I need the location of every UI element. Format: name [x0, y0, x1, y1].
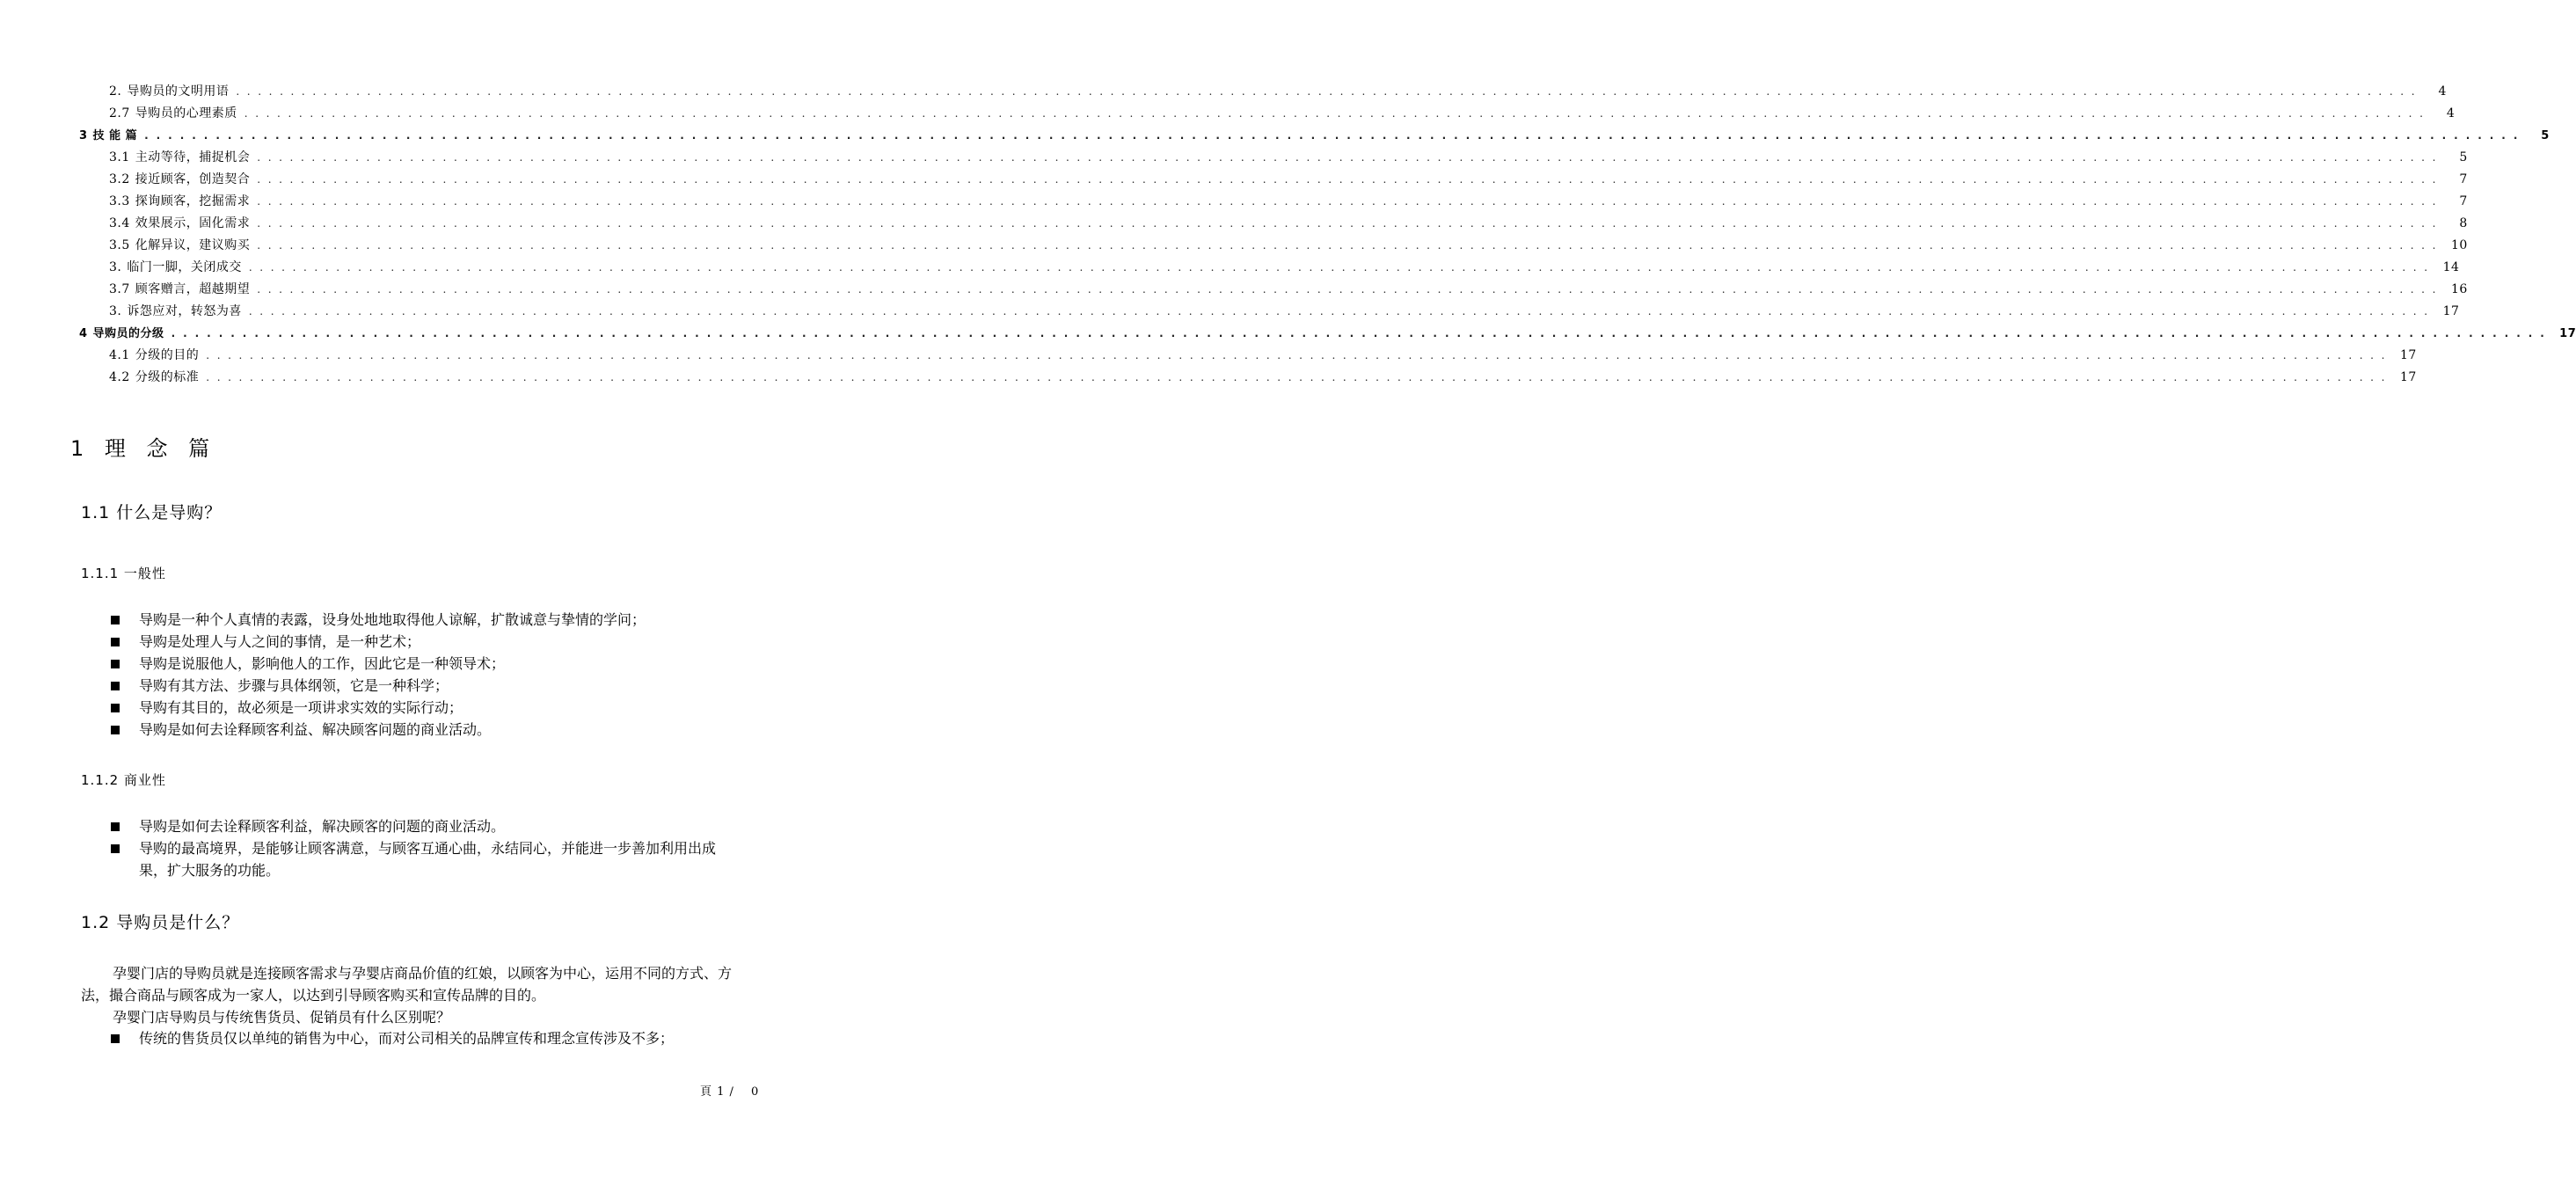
square-bullet-icon: [111, 726, 120, 734]
toc-entry-page: 4: [2438, 84, 2447, 99]
list-item: 导购有其目的，故必须是一项讲求实效的实际行动；: [109, 697, 751, 719]
list-item: 导购的最高境界，是能够让顾客满意，与顾客互通心曲，永结同心，并能进一步善加利用出成果，扩大服务的功能。: [109, 837, 742, 881]
toc-entry-title: 接近顾客，创造契合: [135, 172, 251, 186]
toc-entry[interactable]: [79, 323, 2576, 345]
page-number-footer: 頁 1 / 0: [700, 1085, 760, 1099]
list-item: 导购是处理人与人之间的事情，是一种艺术；: [109, 631, 751, 653]
toc-entry-number: 2.7: [109, 106, 130, 120]
toc-entry-title: 分级的目的: [135, 348, 200, 362]
toc-entry-page: 8: [2459, 216, 2468, 230]
toc-entry-title: 分级的标准: [135, 370, 200, 384]
toc-entry-number: 3: [79, 129, 88, 142]
toc-entry-title: 导购员的分级: [92, 327, 164, 340]
square-bullet-icon: [111, 1034, 120, 1043]
body-paragraph: 孕婴门店导购员与传统售货员、促销员有什么区别呢？: [113, 1009, 451, 1026]
list-item: 传统的售货员仅以单纯的销售为中心，而对公司相关的品牌宣传和理念宣传涉及不多；: [109, 1027, 748, 1049]
toc-entry-title: 顾客赠言，超越期望: [135, 282, 251, 296]
toc-entry-page: 16: [2451, 282, 2468, 296]
toc-entry-title: 技 能 篇: [92, 129, 138, 142]
toc-entry[interactable]: [79, 147, 2468, 169]
toc-entry-page: 10: [2451, 238, 2468, 252]
toc-entry-number: 3.3: [109, 194, 130, 208]
toc-entry[interactable]: [79, 235, 2468, 257]
square-bullet-icon: [111, 822, 120, 831]
toc-entry-page: 5: [2541, 129, 2550, 142]
toc-entry[interactable]: [79, 103, 2456, 125]
toc-dot-leader: . . . . . . . . . . . . . . . . . . . . . . . . . . . . . . . . . . . . . . . . . . . . . . . . . . . . . . . . . . . . . . . . . . . . . . . . . . . . . . . . . . . . . . . . . . . . . . . . . . . . . . . . . . . . . . . . . . . . . . . . . . . . . . . . . . . . . . . . . . . . . . . . . . . . . . . . . . . . . . . . . . . . . . . . . . . . . . . . . . . . . . . . . . . . . . . . . . . . . . . .: [257, 195, 2438, 208]
subsection-heading-1-1-1: 1.1.1 一般性: [81, 566, 166, 581]
toc-entry-title: 临门一脚，关闭成交: [127, 260, 242, 274]
toc-entry-number: 3.1: [109, 150, 130, 164]
square-bullet-icon: [111, 616, 120, 624]
toc-entry-title: 导购员的文明用语: [127, 84, 230, 99]
table-of-contents: [79, 81, 2576, 389]
toc-entry[interactable]: [79, 191, 2468, 213]
toc-entry-number: 4: [79, 327, 88, 340]
toc-entry-title: 主动等待，捕捉机会: [135, 150, 251, 164]
toc-entry[interactable]: [79, 125, 2550, 147]
toc-entry-page: 17: [2442, 304, 2460, 318]
toc-dot-leader: . . . . . . . . . . . . . . . . . . . . . . . . . . . . . . . . . . . . . . . . . . . . . . . . . . . . . . . . . . . . . . . . . . . . . . . . . . . . . . . . . . . . . . . . . . . . . . . . . . . . . . . . . . . . . . . . . . . . . . . . . . . . . . . . . . . . . . . . . . . . . . . . . . . . . . . . . . . . . . . . . . . . . . . . . . . . . . . . . . . . . . . . . . . . . . . . . . . . . . . .: [257, 173, 2438, 186]
toc-entry-number: 3.5: [109, 238, 130, 252]
square-bullet-icon: [111, 660, 120, 668]
toc-dot-leader: . . . . . . . . . . . . . . . . . . . . . . . . . . . . . . . . . . . . . . . . . . . . . . . . . . . . . . . . . . . . . . . . . . . . . . . . . . . . . . . . . . . . . . . . . . . . . . . . . . . . . . . . . . . . . . . . . . . . . . . . . . . . . . . . . . . . . . . . . . . . . . . . . . . . . . . . . . . . . . . . . . . . . . . . . . . . . . . . . . . . . . . . . . . . . . . . . . . . . . . .: [244, 107, 2426, 120]
list-item: 导购有其方法、步骤与具体纲领，它是一种科学；: [109, 675, 751, 697]
toc-entry-number: 4.1: [109, 348, 130, 362]
toc-entry-page: 7: [2459, 194, 2468, 208]
list-item: 导购是如何去诠释顾客利益，解决顾客的问题的商业活动。: [109, 815, 742, 837]
toc-entry-title: 效果展示，固化需求: [135, 216, 251, 230]
square-bullet-icon: [111, 704, 120, 712]
subsection-heading-1-1-2: 1.1.2 商业性: [81, 772, 166, 788]
square-bullet-icon: [111, 844, 120, 853]
toc-entry-title: 化解异议，建议购买: [135, 238, 251, 252]
chapter-heading: 1 理 念 篇: [70, 436, 217, 461]
toc-entry-page: 17: [2400, 370, 2417, 384]
toc-entry-number: 3.: [109, 260, 122, 274]
toc-dot-leader: . . . . . . . . . . . . . . . . . . . . . . . . . . . . . . . . . . . . . . . . . . . . . . . . . . . . . . . . . . . . . . . . . . . . . . . . . . . . . . . . . . . . . . . . . . . . . . . . . . . . . . . . . . . . . . . . . . . . . . . . . . . . . . . . . . . . . . . . . . . . . . . . . . . . . . . . . . . . . . . . . . . . . . . . . . . . . . . . . . . . . . . . . . . . . . . . . . . . . . . .: [257, 151, 2438, 164]
general-bullet-list: [109, 609, 751, 741]
toc-entry-title: 诉怨应对，转怒为喜: [127, 304, 242, 318]
toc-entry[interactable]: [79, 279, 2468, 301]
section-heading-1-1: 1.1 什么是导购？: [81, 503, 223, 522]
body-paragraph: 孕婴门店的导购员就是连接顾客需求与孕婴店商品价值的红娘，以顾客为中心，运用不同的方式、方法，撮合商品与顾客成为一家人，以达到引导顾客购买和宣传品牌的目的。: [81, 965, 733, 1004]
square-bullet-icon: [111, 638, 120, 646]
toc-entry-page: 4: [2446, 106, 2456, 120]
toc-dot-leader: . . . . . . . . . . . . . . . . . . . . . . . . . . . . . . . . . . . . . . . . . . . . . . . . . . . . . . . . . . . . . . . . . . . . . . . . . . . . . . . . . . . . . . . . . . . . . . . . . . . . . . . . . . . . . . . . . . . . . . . . . . . . . . . . . . . . . . . . . . . . . . . . . . . . . . . . . . . . . . . . . . . . . . . . . . . . . . . . . . . . . . . . . . . . . . . . . . . . . . . .: [206, 349, 2387, 361]
toc-entry-title: 探询顾客，挖掘需求: [135, 194, 251, 208]
toc-dot-leader: . . . . . . . . . . . . . . . . . . . . . . . . . . . . . . . . . . . . . . . . . . . . . . . . . . . . . . . . . . . . . . . . . . . . . . . . . . . . . . . . . . . . . . . . . . . . . . . . . . . . . . . . . . . . . . . . . . . . . . . . . . . . . . . . . . . . . . . . . . . . . . . . . . . . . . . . . . . . . . . . . . . . . . . . . . . . . . . . . . . . . . . . . . . . . . . . . . . . . . . .: [171, 327, 2547, 340]
toc-entry[interactable]: [79, 213, 2468, 235]
toc-entry-page: 17: [2400, 348, 2417, 362]
toc-entry-number: 4.2: [109, 370, 130, 384]
commercial-bullet-list: [109, 815, 742, 881]
toc-entry[interactable]: [79, 301, 2460, 323]
toc-entry-number: 3.2: [109, 172, 130, 186]
toc-entry-page: 7: [2459, 172, 2468, 186]
section-heading-1-2: 1.2 导购员是什么？: [81, 913, 240, 932]
toc-dot-leader: . . . . . . . . . . . . . . . . . . . . . . . . . . . . . . . . . . . . . . . . . . . . . . . . . . . . . . . . . . . . . . . . . . . . . . . . . . . . . . . . . . . . . . . . . . . . . . . . . . . . . . . . . . . . . . . . . . . . . . . . . . . . . . . . . . . . . . . . . . . . . . . . . . . . . . . . . . . . . . . . . . . . . . . . . . . . . . . . . . . . . . . . . . . . . . . . . . . . . . . .: [236, 85, 2417, 98]
toc-dot-leader: . . . . . . . . . . . . . . . . . . . . . . . . . . . . . . . . . . . . . . . . . . . . . . . . . . . . . . . . . . . . . . . . . . . . . . . . . . . . . . . . . . . . . . . . . . . . . . . . . . . . . . . . . . . . . . . . . . . . . . . . . . . . . . . . . . . . . . . . . . . . . . . . . . . . . . . . . . . . . . . . . . . . . . . . . . . . . . . . . . . . . . . . . . . . . . . . . . . . . . . .: [248, 261, 2430, 274]
toc-entry-page: 5: [2459, 150, 2468, 164]
toc-dot-leader: . . . . . . . . . . . . . . . . . . . . . . . . . . . . . . . . . . . . . . . . . . . . . . . . . . . . . . . . . . . . . . . . . . . . . . . . . . . . . . . . . . . . . . . . . . . . . . . . . . . . . . . . . . . . . . . . . . . . . . . . . . . . . . . . . . . . . . . . . . . . . . . . . . . . . . . . . . . . . . . . . . . . . . . . . . . . . . . . . . . . . . . . . . . . . . . . . . . . . . . .: [206, 371, 2387, 383]
toc-entry[interactable]: [79, 367, 2417, 389]
square-bullet-icon: [111, 682, 120, 690]
toc-entry[interactable]: [79, 345, 2417, 367]
toc-entry[interactable]: [79, 169, 2468, 191]
toc-entry[interactable]: [79, 81, 2447, 103]
toc-dot-leader: . . . . . . . . . . . . . . . . . . . . . . . . . . . . . . . . . . . . . . . . . . . . . . . . . . . . . . . . . . . . . . . . . . . . . . . . . . . . . . . . . . . . . . . . . . . . . . . . . . . . . . . . . . . . . . . . . . . . . . . . . . . . . . . . . . . . . . . . . . . . . . . . . . . . . . . . . . . . . . . . . . . . . . . . . . . . . . . . . . . . . . . . . . . . . . . . . . . . . . . .: [248, 305, 2430, 318]
toc-entry-number: 3.7: [109, 282, 130, 296]
toc-entry-number: 2.: [109, 84, 122, 99]
toc-dot-leader: . . . . . . . . . . . . . . . . . . . . . . . . . . . . . . . . . . . . . . . . . . . . . . . . . . . . . . . . . . . . . . . . . . . . . . . . . . . . . . . . . . . . . . . . . . . . . . . . . . . . . . . . . . . . . . . . . . . . . . . . . . . . . . . . . . . . . . . . . . . . . . . . . . . . . . . . . . . . . . . . . . . . . . . . . . . . . . . . . . . . . . . . . . . . . . . . . . . . . . . .: [257, 217, 2438, 230]
list-item: 导购是说服他人，影响他人的工作，因此它是一种领导术；: [109, 653, 751, 675]
toc-entry-page: 14: [2442, 260, 2460, 274]
list-item: 导购是如何去诠释顾客利益、解决顾客问题的商业活动。: [109, 719, 751, 741]
toc-dot-leader: . . . . . . . . . . . . . . . . . . . . . . . . . . . . . . . . . . . . . . . . . . . . . . . . . . . . . . . . . . . . . . . . . . . . . . . . . . . . . . . . . . . . . . . . . . . . . . . . . . . . . . . . . . . . . . . . . . . . . . . . . . . . . . . . . . . . . . . . . . . . . . . . . . . . . . . . . . . . . . . . . . . . . . . . . . . . . . . . . . . . . . . . . . . . . . . . . . . . . . . .: [257, 283, 2438, 296]
toc-entry-number: 3.: [109, 304, 122, 318]
toc-dot-leader: . . . . . . . . . . . . . . . . . . . . . . . . . . . . . . . . . . . . . . . . . . . . . . . . . . . . . . . . . . . . . . . . . . . . . . . . . . . . . . . . . . . . . . . . . . . . . . . . . . . . . . . . . . . . . . . . . . . . . . . . . . . . . . . . . . . . . . . . . . . . . . . . . . . . . . . . . . . . . . . . . . . . . . . . . . . . . . . . . . . . . . . . . . . . . . . . . . . . . . . .: [257, 239, 2438, 252]
toc-entry-page: 17: [2559, 327, 2576, 340]
toc-entry-title: 导购员的心理素质: [135, 106, 237, 120]
toc-entry[interactable]: [79, 257, 2460, 279]
toc-entry-number: 3.4: [109, 216, 130, 230]
toc-dot-leader: . . . . . . . . . . . . . . . . . . . . . . . . . . . . . . . . . . . . . . . . . . . . . . . . . . . . . . . . . . . . . . . . . . . . . . . . . . . . . . . . . . . . . . . . . . . . . . . . . . . . . . . . . . . . . . . . . . . . . . . . . . . . . . . . . . . . . . . . . . . . . . . . . . . . . . . . . . . . . . . . . . . . . . . . . . . . . . . . . . . . . . . . . . . . . . . . . . . . . . . .: [144, 129, 2520, 142]
list-item: 导购是一种个人真情的表露，设身处地地取得他人谅解，扩散诚意与挚情的学问；: [109, 609, 751, 631]
difference-bullet-list: [109, 1027, 748, 1049]
